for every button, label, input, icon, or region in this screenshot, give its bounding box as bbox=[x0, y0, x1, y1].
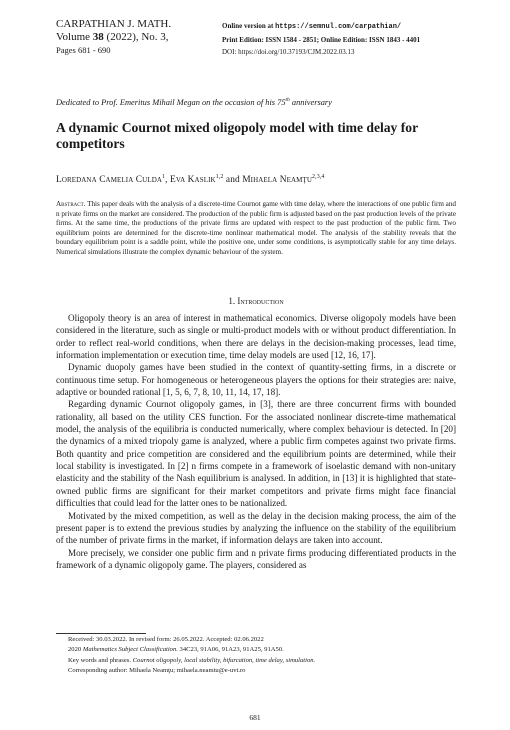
abstract bbox=[56, 200, 456, 257]
publication-info bbox=[222, 20, 462, 59]
msc-classification bbox=[68, 645, 458, 655]
author-1: Loredana Camelia Culda bbox=[56, 175, 162, 186]
keywords-label: Key words and phrases. bbox=[68, 656, 133, 664]
author-sep-2: and bbox=[223, 175, 243, 186]
author-1-affil: 1 bbox=[162, 174, 166, 180]
author-3-affil: 2,3,4 bbox=[312, 174, 325, 180]
volume-line bbox=[56, 31, 226, 44]
online-url[interactable]: https://semnul.com/carpathian/ bbox=[275, 23, 402, 31]
paragraph: More precisely, we consider one public firm and n private firms producing differentiated products in the framework of a dynamic oligopoly game. The players, considered as bbox=[56, 547, 456, 570]
paragraph: Regarding dynamic Cournot oligopoly games, in [3], there are three concurrent firms with bounded rationality, all based on the utility CES function. For the associated nonlinear discrete-time mathematical model, the analysis of the equilibria is conducted numerically, where complex behaviour is detected. In [20] the dynamics of a mixed triopoly game is analyzed, where a public firm competes against two private firms. Both quantity and price competition are considered and the equilibrium points are determined, while their local stability is investigated. In [2] n firms compete in a framework of isoelastic demand with non-unitary elasticity and the stability of the Nash equilibrium is analysed. In addition, in [13] it is highlighted that state-owned public firms are significant for their market competitors and private firms might face financial difficulties that could lead for the latter ones to be nationalized. bbox=[56, 399, 456, 509]
footnotes bbox=[68, 635, 458, 676]
volume-prefix: Volume bbox=[56, 31, 93, 43]
author-3: Mihaela Neamţu bbox=[242, 175, 313, 186]
dedication-sup: th bbox=[285, 97, 290, 103]
doi-link[interactable]: DOI: https://doi.org/10.37193/CJM.2022.03.13 bbox=[222, 48, 355, 56]
paper-title: A dynamic Cournot mixed oligopoly model with time delay for competitors bbox=[56, 120, 418, 151]
author-sep-1: , bbox=[165, 175, 170, 186]
online-label: Online version at bbox=[222, 22, 276, 30]
pages-range: Pages 681 - 690 bbox=[56, 45, 111, 55]
footnote-divider bbox=[56, 633, 146, 634]
journal-name: CARPATHIAN J. MATH. bbox=[56, 18, 172, 30]
paragraph: Dynamic duopoly games have been studied in the context of quantity-setting firms, in a discrete or continuous time setup. For homogeneous or heterogeneous players the options for their strategies are: naive, adaptive or bounded rational [1, 5, 6, 7, 8, 10, 11, 14, 17, 18]. bbox=[56, 362, 456, 398]
abstract-text: This paper deals with the analysis of a discrete-time Cournot game with time delay, where the interactions of one public firm and n private firms on the market are considered. The production of the public firm is adjusted based on the past production levels of the private firms. At the same time, the productions of the private firms are updated with respect to the past production of the public firm. Two equilibrium points are determined for the discrete-time nonlinear mathematical model. The analysis of the stability reveals that the boundary equilibrium point is a saddle point, while the positive one, under some conditions, is asymptotically stable for any time delays. Numerical simulations illustrate the complex dynamic behaviour of the system. bbox=[56, 200, 456, 256]
body-text bbox=[56, 312, 456, 571]
online-version bbox=[222, 20, 462, 34]
dedication bbox=[56, 97, 456, 107]
author-2-affil: 1,2 bbox=[215, 174, 224, 180]
keywords-list: Cournot oligopoly, local stability, bifurcation, time delay, simulation. bbox=[132, 656, 316, 664]
received-dates: Received: 30.03.2022. In revised form: 26.05.2022. Accepted: 02.06.2022 bbox=[68, 636, 264, 643]
dedication-end: anniversary bbox=[289, 97, 332, 107]
author-list bbox=[56, 174, 456, 185]
abstract-label: Abstract. bbox=[56, 200, 86, 208]
journal-header bbox=[56, 18, 226, 56]
section-title: 1. Introduction bbox=[228, 296, 284, 306]
corresponding-author: Corresponding author: Mihaela Neamţu; mihaela.neamtu@e-uvt.ro bbox=[68, 666, 246, 674]
dedication-text: Dedicated to Prof. Emeritus Mihail Megan on the occasion of his 75 bbox=[56, 97, 286, 107]
author-2: Eva Kaslik bbox=[170, 175, 216, 186]
volume-suffix: (2022), No. 3, bbox=[103, 31, 169, 43]
keywords bbox=[68, 656, 458, 666]
page-number: 681 bbox=[249, 713, 261, 722]
paragraph: Oligopoly theory is an area of interest in mathematical economics. Diverse oligopoly models have been considered in the literature, such as single or multi-product models with or without product differentiation. In order to reflect real-world conditions, when there are delays in the decision-making processes, lead time, information implementation or execution time, time delay models are used [12, 16, 17]. bbox=[56, 313, 456, 361]
paragraph: Motivated by the mixed competition, as well as the delay in the decision making process, the aim of the present paper is to extend the previous studies by analyzing the influence on the stability of the equilibrium of the number of private firms in the market, if information delays are taken into account. bbox=[56, 510, 456, 546]
section-heading bbox=[56, 296, 456, 306]
msc-label: 2020 bbox=[68, 646, 83, 654]
msc-codes: 34C23, 91A06, 91A23, 91A25, 91A50. bbox=[177, 646, 284, 654]
volume-number: 38 bbox=[92, 31, 104, 43]
msc-italic: Mathematics Subject Classification. bbox=[82, 646, 178, 654]
issn-line: Print Edition: ISSN 1584 - 2851; Online Edition: ISSN 1843 - 4401 bbox=[222, 35, 421, 44]
